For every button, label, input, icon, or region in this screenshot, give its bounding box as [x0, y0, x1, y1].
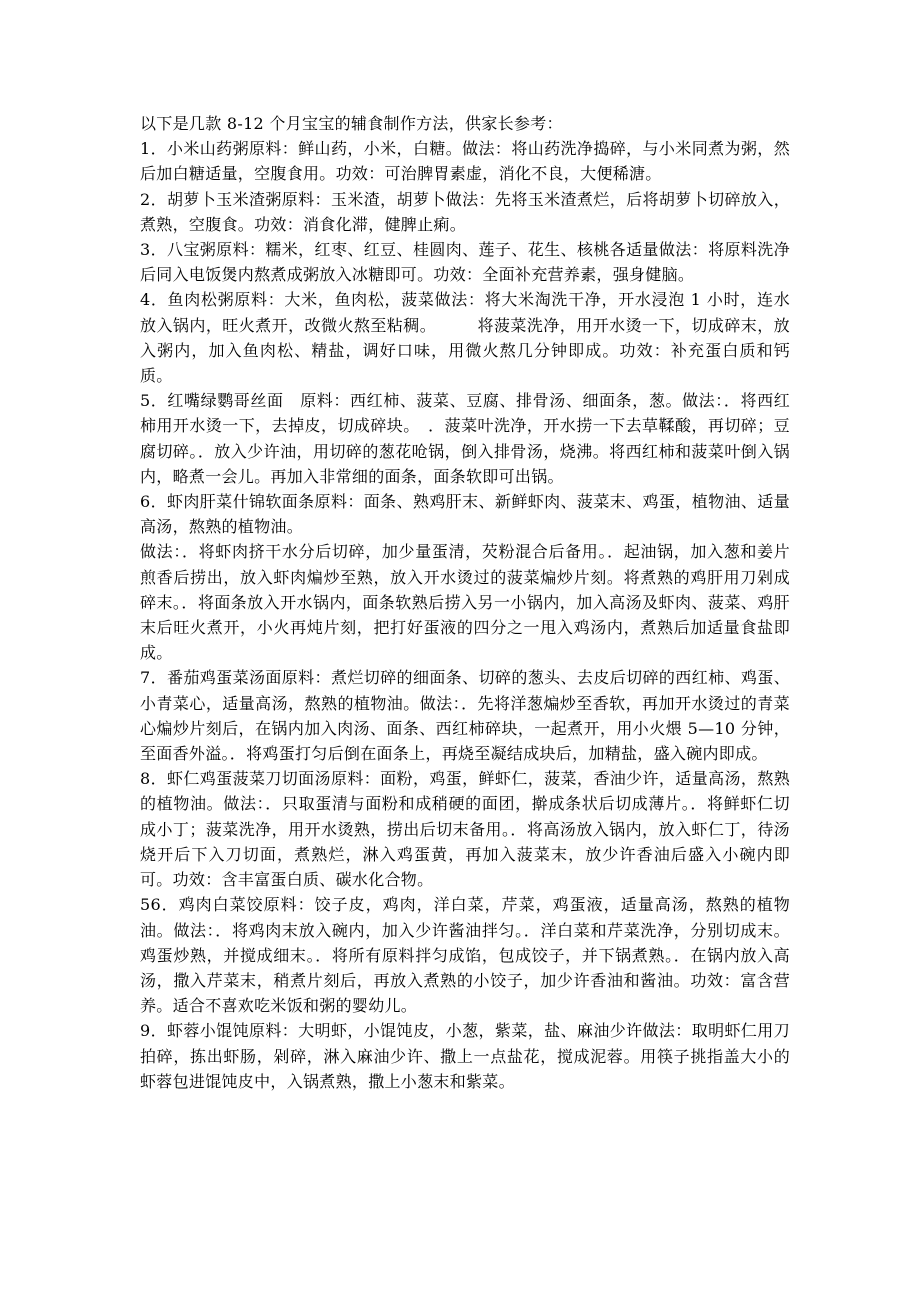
intro-paragraph: 以下是几款 8-12 个月宝宝的辅食制作方法，供家长参考： [140, 114, 563, 133]
document-body [140, 111, 790, 1094]
recipe-3-paragraph: 3．八宝粥原料：糯米，红枣、红豆、桂圆肉、莲子、花生、核桃各适量做法：将原料洗净后同入电饭煲内熬煮成粥放入冰糖即可。功效：全面补充营养素，强身健脑。 [140, 240, 790, 285]
recipe-1-paragraph: 1．小米山药粥原料：鲜山药，小米，白糖。做法：将山药洗净捣碎，与小米同煮为粥，然后加白糖适量，空腹食用。功效：可治脾胃素虚，消化不良，大便稀溏。 [140, 139, 790, 184]
recipe-4-paragraph: 4．鱼肉松粥原料：大米，鱼肉松，菠菜做法：将大米淘洗干净，开水浸泡 1 小时，连水放入锅内，旺火煮开，改微火熬至粘稠。 将菠菜洗净，用开水烫一下，切成碎末，放入粥内，加入鱼肉松、精盐，调好口味，用微火熬几分钟即成。功效：补充蛋白质和钙质。 [140, 290, 790, 386]
recipe-2-paragraph: 2．胡萝卜玉米渣粥原料：玉米渣，胡萝卜做法：先将玉米渣煮烂，后将胡萝卜切碎放入，煮熟，空腹食。功效：消食化滞，健脾止痢。 [140, 189, 790, 234]
recipe-5-paragraph: 5．红嘴绿鹦哥丝面 原料：西红柿、菠菜、豆腐、排骨汤、细面条，葱。做法：．将西红柿用开水烫一下，去掉皮，切成碎块。 ．菠菜叶洗净，开水捞一下去草鞣酸，再切碎；豆腐切碎。．放入少许油，用切碎的葱花呛锅，倒入排骨汤，烧沸。将西红柿和菠菜叶倒入锅内，略煮一会儿。再加入非常细的面条，面条软即可出锅。 [140, 391, 790, 486]
recipe-6-method-paragraph: 做法：．将虾肉挤干水分后切碎，加少量蛋清，芡粉混合后备用。．起油锅，加入葱和姜片煎香后捞出，放入虾肉煸炒至熟，放入开水烫过的菠菜煸炒片刻。将煮熟的鸡肝用刀剁成碎末。．将面条放入开水锅内，面条软熟后捞入另一小锅内，加入高汤及虾肉、菠菜、鸡肝末后旺火煮开，小火再炖片刻，把打好蛋液的四分之一甩入鸡汤内，煮熟后加适量食盐即成。 [140, 542, 790, 663]
recipe-7-paragraph: 7．番茄鸡蛋菜汤面原料：煮烂切碎的细面条、切碎的葱头、去皮后切碎的西红柿、鸡蛋、小青菜心，适量高汤，熬熟的植物油。做法：．先将洋葱煸炒至香软，再加开水烫过的青菜心煸炒片刻后，在锅内加入肉汤、面条、西红柿碎块，一起煮开，用小火煨 5—10 分钟，至面香外溢。．将鸡蛋打匀后倒在面条上，再烧至凝结成块后，加精盐，盛入碗内即成。 [140, 668, 790, 764]
recipe-9-paragraph: 9．虾蓉小馄饨原料：大明虾，小馄饨皮，小葱，紫菜，盐、麻油少许做法：取明虾仁用刀拍碎，拣出虾肠，剁碎，淋入麻油少许、撒上一点盐花，搅成泥蓉。用筷子挑指盖大小的虾蓉包进馄饨皮中，入锅煮熟，撒上小葱末和紫菜。 [140, 1021, 790, 1091]
recipe-6-paragraph: 6．虾肉肝菜什锦软面条原料：面条、熟鸡肝末、新鲜虾肉、菠菜末、鸡蛋，植物油、适量高汤，熬熟的植物油。 [140, 492, 790, 537]
recipe-56-paragraph: 56．鸡肉白菜饺原料：饺子皮，鸡肉，洋白菜，芹菜，鸡蛋液，适量高汤，熬熟的植物油。做法：．将鸡肉末放入碗内，加入少许酱油拌匀。．洋白菜和芹菜洗净，分别切成末。鸡蛋炒熟，并搅成细末。．将所有原料拌匀成馅，包成饺子，并下锅煮熟。．在锅内放入高汤，撒入芹菜末，稍煮片刻后，再放入煮熟的小饺子，加少许香油和酱油。功效：富含营养。适合不喜欢吃米饭和粥的婴幼儿。 [140, 895, 790, 1016]
recipe-8-paragraph: 8．虾仁鸡蛋菠菜刀切面汤原料：面粉，鸡蛋，鲜虾仁，菠菜，香油少许，适量高汤，熬熟的植物油。做法：．只取蛋清与面粉和成稍硬的面团，擀成条状后切成薄片。．将鲜虾仁切成小丁；菠菜洗净，用开水烫熟，捞出后切末备用。．将高汤放入锅内，放入虾仁丁，待汤烧开后下入刀切面，煮熟烂，淋入鸡蛋黄，再加入菠菜末，放少许香油后盛入小碗内即可。功效：含丰富蛋白质、碳水化合物。 [140, 769, 790, 890]
